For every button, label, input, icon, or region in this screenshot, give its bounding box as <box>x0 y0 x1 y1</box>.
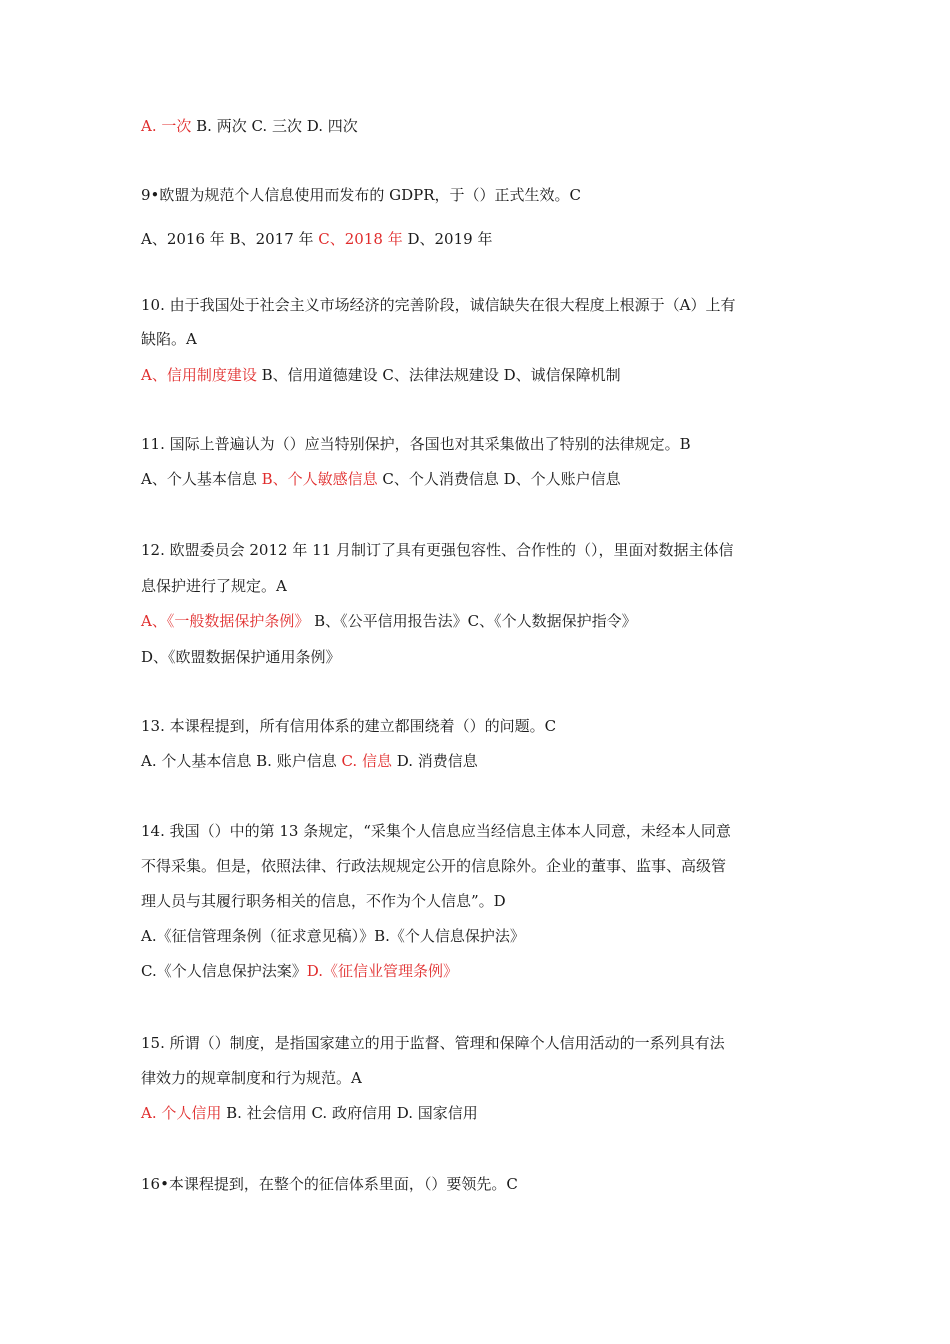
text-segment: 13. 本课程提到，所有信用体系的建立都围绕着（）的问题。C <box>141 717 557 735</box>
question-9-stem <box>141 185 821 205</box>
answer-highlight: B、个人敏感信息 <box>261 470 378 488</box>
answer-highlight: A、信用制度建设 <box>141 366 257 384</box>
text-segment: A、2016 年 B、2017 年 <box>141 230 319 248</box>
text-segment: 14. 我国（）中的第 13 条规定，“采集个人信息应当经信息主体本人同意，未经本人同意 <box>141 822 731 840</box>
question-13-options <box>141 751 821 771</box>
question-11-options <box>141 469 821 489</box>
question-12-options <box>141 611 821 631</box>
text-segment: B. 社会信用 C. 政府信用 D. 国家信用 <box>221 1104 478 1122</box>
answer-highlight: C. 信息 <box>341 752 392 770</box>
text-segment: 11. 国际上普遍认为（）应当特别保护，各国也对其采集做出了特别的法律规定。B <box>141 435 691 453</box>
text-segment: D. 消费信息 <box>391 752 478 770</box>
question-15-stem-cont <box>141 1068 821 1088</box>
text-segment: B、信用道德建设 C、法律法规建设 D、诚信保障机制 <box>256 366 621 384</box>
question-14-stem <box>141 821 821 841</box>
text-line <box>141 116 821 136</box>
question-10-stem-cont <box>141 329 821 349</box>
answer-highlight: C、2018 年 <box>318 230 403 248</box>
question-10-stem <box>141 295 821 315</box>
question-16-stem <box>141 1174 821 1194</box>
text-segment: 9•欧盟为规范个人信息使用而发布的 GDPR，于（）正式生效。C <box>141 186 582 204</box>
text-segment: B、《公平信用报告法》C、《个人数据保护指令》 <box>309 612 637 630</box>
answer-highlight: A. 一次 <box>141 117 192 135</box>
text-segment: 律效力的规章制度和行为规范。A <box>141 1069 362 1087</box>
text-segment: D、2019 年 <box>402 230 493 248</box>
text-segment: 不得采集。但是，依照法律、行政法规规定公开的信息除外。企业的董事、监事、高级管 <box>141 857 727 875</box>
text-segment: 10. 由于我国处于社会主义市场经济的完善阶段，诚信缺失在很大程度上根源于（A）上有 <box>141 296 736 314</box>
text-segment: 理人员与其履行职务相关的信息，不作为个人信息”。D <box>141 892 506 910</box>
answer-highlight: D.《征信业管理条例》 <box>306 962 458 980</box>
question-13-stem <box>141 716 821 736</box>
text-segment: C.《个人信息保护法案》 <box>141 962 307 980</box>
text-segment: 16•本课程提到，在整个的征信体系里面，（）要领先。C <box>141 1175 518 1193</box>
text-segment: A、个人基本信息 <box>141 470 262 488</box>
question-14-options-cont <box>141 961 821 981</box>
text-segment: 缺陷。A <box>141 330 197 348</box>
question-12-options-cont <box>141 647 821 667</box>
text-segment: A.《征信管理条例（征求意见稿）》B.《个人信息保护法》 <box>141 927 525 945</box>
answer-highlight: A、《一般数据保护条例》 <box>141 612 310 630</box>
text-segment: 息保护进行了规定。A <box>141 577 287 595</box>
question-15-stem <box>141 1033 821 1053</box>
question-12-stem-cont <box>141 576 821 596</box>
answer-highlight: A. 个人信用 <box>141 1104 222 1122</box>
text-segment: A. 个人基本信息 B. 账户信息 <box>141 752 342 770</box>
text-segment: B. 两次 C. 三次 D. 四次 <box>191 117 358 135</box>
question-10-options <box>141 365 821 385</box>
text-segment: 15. 所谓（）制度，是指国家建立的用于监督、管理和保障个人信用活动的一系列具有法 <box>141 1034 725 1052</box>
question-14-stem-cont <box>141 891 821 911</box>
text-segment: 12. 欧盟委员会 2012 年 11 月制订了具有更强包容性、合作性的（），里面对数据主体信 <box>141 541 734 559</box>
text-segment: D、《欧盟数据保护通用条例》 <box>141 648 341 666</box>
question-9-options <box>141 229 821 249</box>
question-14-options <box>141 926 821 946</box>
text-segment: C、个人消费信息 D、个人账户信息 <box>377 470 621 488</box>
question-15-options <box>141 1103 821 1123</box>
question-14-stem-cont <box>141 856 821 876</box>
question-12-stem <box>141 540 821 560</box>
question-11-stem <box>141 434 821 454</box>
